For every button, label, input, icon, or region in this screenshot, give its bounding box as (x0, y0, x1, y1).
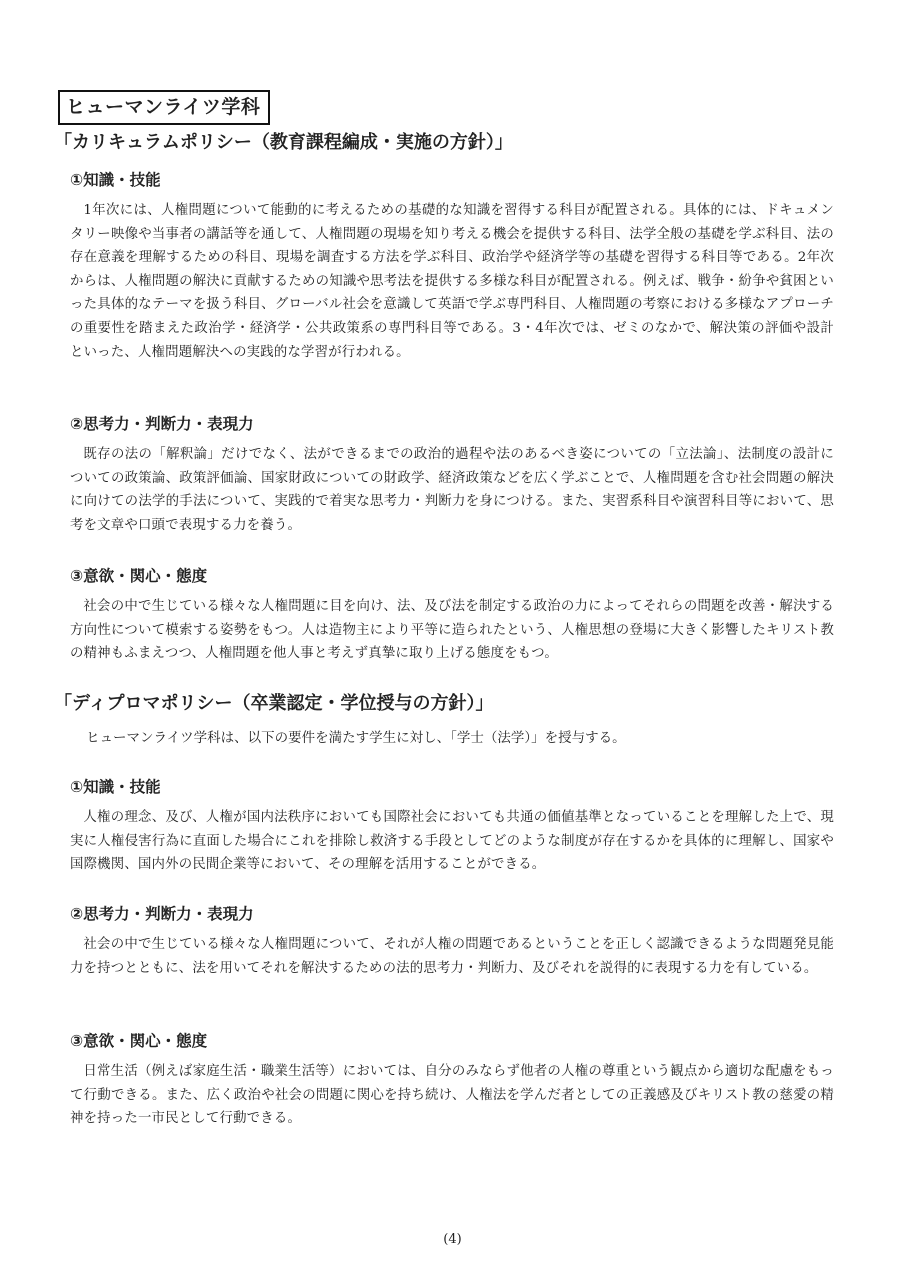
dp-knowledge-skills-text: 人権の理念、及び、人権が国内法秩序においても国際社会においても共通の価値基準となっていることを理解した上で、現実に人権侵害行為に直面した場合にこれを排除し救済する手段としてどのような制度が存在するかを具体的に理解し、国家や国際機関、国内外の民間企業等において、その理解を活用することができる。 (70, 810, 834, 873)
cp-thinking-judgment-title: ②思考力・判断力・表現力 (70, 415, 254, 433)
curriculum-policy-heading: 「カリキュラムポリシー（教育課程編成・実施の方針）」 (54, 132, 513, 153)
diploma-policy-heading: 「ディプロマポリシー（卒業認定・学位授与の方針）」 (54, 693, 494, 714)
diploma-policy-intro: ヒューマンライツ学科は、以下の要件を満たす学生に対し、「学士（法学）」を授与する。 (86, 730, 626, 746)
cp-thinking-judgment-text: 既存の法の「解釈論」だけでなく、法ができるまでの政治的過程や法のあるべき姿についての「立法論」、法制度の設計についての政策論、政策評価論、国家財政についての財政学、経済政策などを広く学ぶことで、人権問題を含む社会問題の解決に向けての法学的手法について、実践的で着実な思考力・判断力を身につける。また、実習系科目や演習科目等において、思考を文章や口頭で表現する力を養う。 (70, 447, 834, 533)
dp-thinking-judgment-title: ②思考力・判断力・表現力 (70, 905, 254, 923)
department-title: ヒューマンライツ学科 (58, 90, 270, 125)
page-number: (4) (443, 1232, 462, 1247)
dp-motivation-attitude-title: ③意欲・関心・態度 (70, 1032, 208, 1050)
cp-motivation-attitude-title: ③意欲・関心・態度 (70, 567, 208, 585)
dp-knowledge-skills-title: ①知識・技能 (70, 778, 161, 796)
cp-motivation-attitude-text: 社会の中で生じている様々な人権問題に目を向け、法、及び法を制定する政治の力によってそれらの問題を改善・解決する方向性について模索する姿勢をもつ。人は造物主により平等に造られたという、人権思想の登場に大きく影響したキリスト教の精神もふまえつつ、人権問題を他人事と考えず真摯に取り上げる態度をもつ。 (70, 599, 834, 662)
dp-motivation-attitude-text: 日常生活（例えば家庭生活・職業生活等）においては、自分のみならず他者の人権の尊重という観点から適切な配慮をもって行動できる。また、広く政治や社会の問題に関心を持ち続け、人権法を学んだ者としての正義感及びキリスト教の慈愛の精神を持った一市民として行動できる。 (70, 1064, 834, 1127)
cp-knowledge-skills-text: 1年次には、人権問題について能動的に考えるための基礎的な知識を習得する科目が配置される。具体的には、ドキュメンタリー映像や当事者の講話等を通して、人権問題の現場を知り考える機会を提供する科目、法学全般の基礎を学ぶ科目、法の存在意義を理解するための科目、現場を調査する方法を学ぶ科目、政治学や経済学等の基礎を習得する科目等である。2年次からは、人権問題の解決に貢献するための知識や思考法を提供する多様な科目が配置される。例えば、戦争・紛争や貧困といった具体的なテーマを扱う科目、グローバル社会を意識して英語で学ぶ専門科目、人権問題の考察における多様なアプローチの重要性を踏まえた政治学・経済学・公共政策系の専門科目等である。3・4年次では、ゼミのなかで、解決策の評価や設計といった、人権問題解決への実践的な学習が行われる。 (70, 203, 834, 360)
cp-knowledge-skills-title: ①知識・技能 (70, 171, 161, 189)
dp-thinking-judgment-text: 社会の中で生じている様々な人権問題について、それが人権の問題であるということを正しく認識できるような問題発見能力を持つとともに、法を用いてそれを解決するための法的思考力・判断力、及びそれを説得的に表現する力を有している。 (70, 937, 834, 976)
